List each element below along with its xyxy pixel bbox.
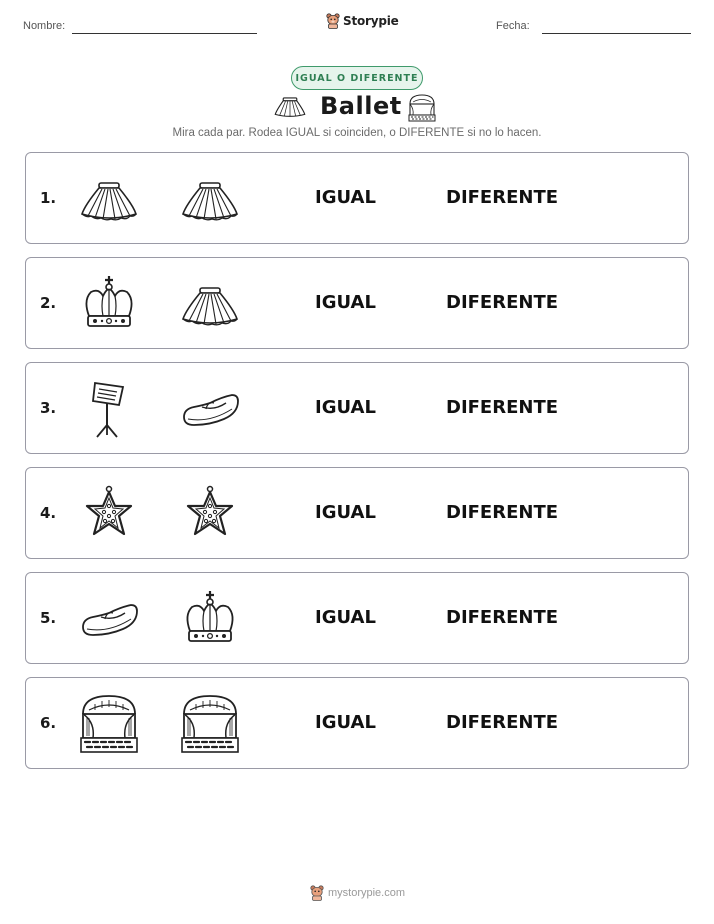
different-option[interactable]: DIFERENTE: [446, 187, 559, 208]
tutu-icon: [273, 95, 307, 119]
different-option[interactable]: DIFERENTE: [446, 607, 559, 628]
worksheet-type-badge: IGUAL O DIFERENTE: [291, 66, 423, 90]
title-area: [0, 92, 714, 124]
worksheet-title: Ballet: [320, 92, 402, 120]
different-option[interactable]: DIFERENTE: [446, 712, 559, 733]
music-stand-icon: [79, 379, 139, 439]
star-ornament-icon: [79, 484, 139, 544]
same-option[interactable]: IGUAL: [315, 187, 376, 208]
row-number: 6.: [40, 714, 57, 732]
star-ornament-icon: [180, 484, 240, 544]
different-option[interactable]: DIFERENTE: [446, 397, 559, 418]
name-label: Nombre:: [23, 20, 66, 32]
ballet-slipper-icon: [79, 589, 139, 649]
same-option[interactable]: IGUAL: [315, 292, 376, 313]
same-option[interactable]: IGUAL: [315, 502, 376, 523]
tutu-icon: [180, 169, 240, 229]
exercise-row: [25, 152, 689, 244]
same-option[interactable]: IGUAL: [315, 712, 376, 733]
bear-mascot-icon: [310, 885, 324, 901]
theater-stage-icon: [79, 694, 139, 754]
exercise-row: [25, 572, 689, 664]
row-number: 4.: [40, 504, 57, 522]
date-line[interactable]: [542, 33, 691, 34]
brand-name: Storypie: [343, 14, 399, 28]
date-label: Fecha:: [496, 20, 530, 32]
brand-logo: [326, 13, 399, 29]
theater-stage-icon: [407, 93, 437, 123]
crown-icon: [79, 274, 139, 334]
name-line[interactable]: [72, 33, 257, 34]
row-number: 1.: [40, 189, 57, 207]
bear-mascot-icon: [326, 13, 340, 29]
same-option[interactable]: IGUAL: [315, 397, 376, 418]
footer-url[interactable]: mystorypie.com: [328, 887, 406, 899]
exercise-row: [25, 677, 689, 769]
row-number: 3.: [40, 399, 57, 417]
different-option[interactable]: DIFERENTE: [446, 292, 559, 313]
exercise-row: [25, 257, 689, 349]
row-number: 5.: [40, 609, 57, 627]
tutu-icon: [180, 274, 240, 334]
ballet-slipper-icon: [180, 379, 240, 439]
row-number: 2.: [40, 294, 57, 312]
exercise-row: [25, 362, 689, 454]
footer: [310, 885, 405, 901]
theater-stage-icon: [180, 694, 240, 754]
exercise-row: [25, 467, 689, 559]
crown-icon: [180, 589, 240, 649]
same-option[interactable]: IGUAL: [315, 607, 376, 628]
tutu-icon: [79, 169, 139, 229]
different-option[interactable]: DIFERENTE: [446, 502, 559, 523]
instructions: Mira cada par. Rodea IGUAL si coinciden, o DIFERENTE si no lo hacen.: [172, 127, 542, 139]
